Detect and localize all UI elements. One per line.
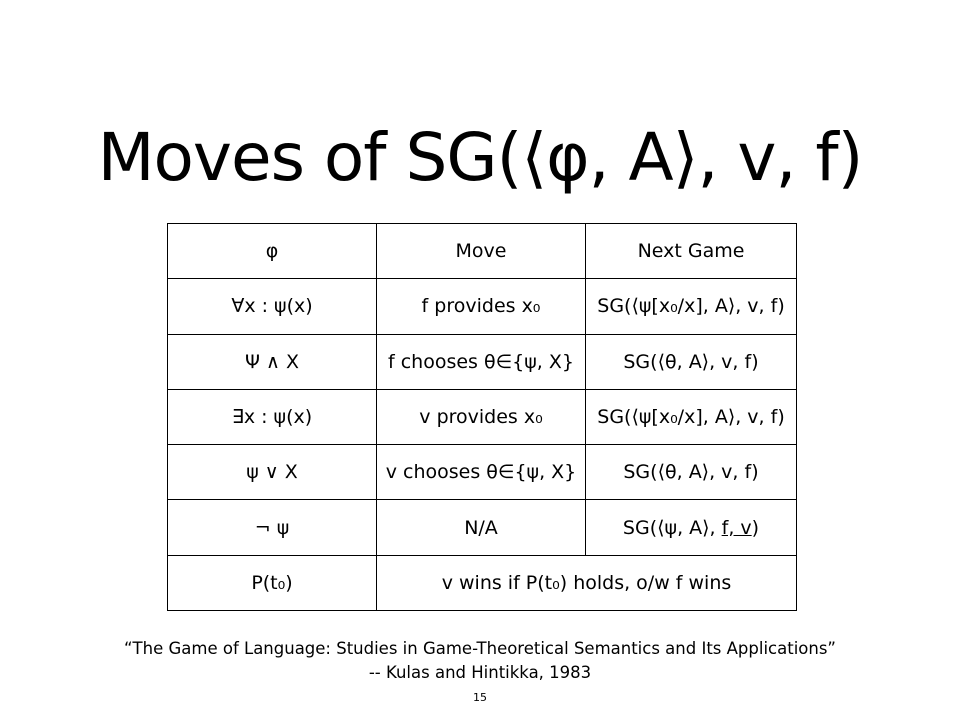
header-move: Move (377, 224, 586, 279)
next-game-prefix: SG(⟨ψ, A⟩, (622, 516, 722, 539)
table-row (168, 445, 797, 500)
header-next-game: Next Game (586, 224, 797, 279)
next-game-cell: SG(⟨θ, A⟩, v, f) (586, 334, 797, 389)
next-game-cell: SG(⟨ψ[x₀/x], A⟩, v, f) (586, 279, 797, 334)
move-cell: f provides x₀ (377, 279, 586, 334)
next-game-cell: SG(⟨ψ[x₀/x], A⟩, v, f) (586, 389, 797, 444)
formula-cell: ψ ∨ Χ (168, 445, 377, 500)
formula-cell: Ψ ∧ Χ (168, 334, 377, 389)
moves-table (167, 223, 797, 611)
table-row (168, 389, 797, 444)
move-cell: v provides x₀ (377, 389, 586, 444)
table-row (168, 279, 797, 334)
formula-cell: ∀x : ψ(x) (168, 279, 377, 334)
slide-title: Moves of SG(⟨φ, A⟩, v, f) (97, 119, 863, 196)
next-game-cell: SG(⟨θ, A⟩, v, f) (586, 445, 797, 500)
table-row (168, 334, 797, 389)
move-cell: f chooses θ∈{ψ, Χ} (377, 334, 586, 389)
move-cell: N/A (377, 500, 586, 555)
formula-cell: P(t₀) (168, 555, 377, 610)
next-game-suffix: ) (751, 516, 760, 539)
page-number: 15 (473, 691, 487, 704)
citation-title: “The Game of Language: Studies in Game-Theoretical Semantics and Its Applications” (124, 639, 836, 658)
formula-cell: ¬ ψ (168, 500, 377, 555)
swapped-players: f, v (721, 516, 752, 539)
move-cell: v chooses θ∈{ψ, Χ} (377, 445, 586, 500)
citation-authors: -- Kulas and Hintikka, 1983 (368, 663, 592, 682)
table-row (168, 500, 797, 555)
table-header-row (168, 224, 797, 279)
table-row (168, 555, 797, 610)
merged-outcome-cell: v wins if P(t₀) holds, o/w f wins (377, 555, 797, 610)
citation (0, 637, 960, 685)
header-formula: φ (168, 224, 377, 279)
next-game-cell (586, 500, 797, 555)
formula-cell: ∃x : ψ(x) (168, 389, 377, 444)
